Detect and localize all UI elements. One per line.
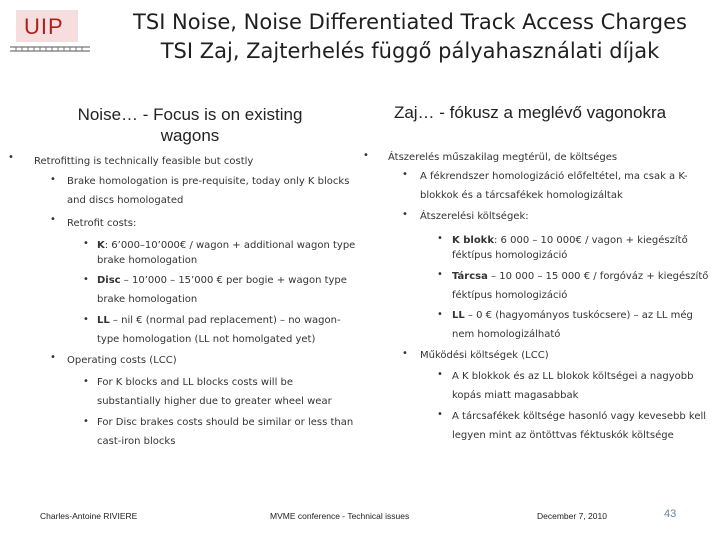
ll-label: LL xyxy=(452,310,465,321)
tarcsa-text: – 10 000 – 15 000 € / forgóváz + kiegészítő xyxy=(487,271,709,282)
right-ll-cost xyxy=(452,306,693,344)
k-label: K blokk xyxy=(452,235,494,246)
right-op-tarcsa xyxy=(452,407,706,445)
text-line: brake homologation xyxy=(97,255,198,266)
footer-author: Charles-Antoine RIVIERE xyxy=(40,511,138,521)
bullet-icon: • xyxy=(83,238,89,249)
bullet-icon: • xyxy=(437,309,443,320)
right-atszereles: Átszerelés műszakilag megtérül, de költséges xyxy=(388,152,618,163)
bullet-icon: • xyxy=(83,314,89,325)
text-line: For Disc brakes costs should be similar or less than xyxy=(97,417,354,428)
bullet-icon: • xyxy=(363,150,369,161)
text-line: nem homologizálható xyxy=(452,329,561,340)
bullet-icon: • xyxy=(402,169,408,180)
left-retrofitting: Retrofitting is technically feasible but costly xyxy=(34,156,254,167)
bullet-icon: • xyxy=(50,352,56,363)
uip-logo xyxy=(10,8,90,56)
left-k-cost xyxy=(97,238,355,268)
tarcsa-label: Tárcsa xyxy=(452,271,488,282)
title-line-hungarian: TSI Zaj, Zajterhelés függő pályahasználati díjak xyxy=(160,39,660,63)
text-line: and discs homologated xyxy=(67,195,184,206)
right-column-heading: Zaj… - fókusz a meglévő vagonokra xyxy=(393,103,667,122)
text-line: A fékrendszer homologizáció előfeltétel, ma csak a K- xyxy=(420,171,688,182)
bullet-icon: • xyxy=(437,369,443,380)
disc-text: – 10’000 – 15’000 € per bogie + wagon type xyxy=(120,275,347,286)
left-op-disc xyxy=(97,413,353,451)
right-mukodesi: Működési költségek (LCC) xyxy=(420,350,549,361)
text-line: For K blocks and LL blocks costs will be xyxy=(97,377,294,388)
k-text: : 6 000 – 10 000€ / vagon + kiegészítő xyxy=(494,235,688,246)
text-line: kopás miatt magasabbak xyxy=(452,390,579,401)
text-line: A K blokkok és az LL blokok költségei a nagyobb xyxy=(452,371,694,382)
right-fekrendszer xyxy=(420,167,687,205)
left-column-heading xyxy=(40,104,340,146)
bullet-icon: • xyxy=(437,269,443,280)
text-line: féktípus homologizáció xyxy=(452,250,568,261)
bullet-icon: • xyxy=(50,174,56,185)
ll-text: – 0 € (hagyományos tuskócsere) – az LL még xyxy=(464,310,693,321)
text-line: brake homologation xyxy=(97,294,198,305)
left-heading-line-1: Noise… - Focus is on existing xyxy=(77,105,303,124)
slide-title xyxy=(110,8,710,66)
ll-text: – nil € (normal pad replacement) – no wagon- xyxy=(109,315,341,326)
text-line: féktípus homologizáció xyxy=(452,290,568,301)
left-disc-cost xyxy=(97,271,347,309)
text-line: type homologation (LL not homolgated yet) xyxy=(97,334,316,345)
k-text: : 6’000–10’000€ / wagon + additional wagon type xyxy=(104,240,356,251)
bullet-icon: • xyxy=(50,214,56,225)
left-ll-cost xyxy=(97,311,341,349)
page-number: 43 xyxy=(664,508,677,520)
bullet-icon: • xyxy=(83,274,89,285)
right-op-k-ll xyxy=(452,367,693,405)
text-line: blokkok és a tárcsafékek homologizáltak xyxy=(420,190,623,201)
text-line: Brake homologation is pre-requisite, today only K blocks xyxy=(67,176,350,187)
bullet-icon: • xyxy=(437,233,443,244)
right-tarcsa-cost xyxy=(452,267,708,305)
logo-text: UIP xyxy=(24,14,64,39)
text-line: substantially higher due to greater wheel wear xyxy=(97,396,332,407)
text-line: cast-iron blocks xyxy=(97,436,176,447)
bullet-icon: • xyxy=(83,376,89,387)
text-line: A tárcsafékek költsége hasonló vagy kevesebb kell xyxy=(452,411,707,422)
title-line-english: TSI Noise, Noise Differentiated Track Access Charges xyxy=(133,10,687,34)
bullet-icon: • xyxy=(437,409,443,420)
left-heading-line-2: wagons xyxy=(160,126,220,145)
left-brake-homologation xyxy=(67,172,349,210)
right-k-cost xyxy=(452,233,688,263)
right-atszerelesi: Átszerelési költségek: xyxy=(420,211,529,222)
text-line: legyen mint az öntöttvas féktuskók költsége xyxy=(452,430,674,441)
ll-label: LL xyxy=(97,315,110,326)
bullet-icon: • xyxy=(402,348,408,359)
bullet-icon: • xyxy=(402,209,408,220)
rail-track-icon xyxy=(10,46,90,52)
left-operating-costs: Operating costs (LCC) xyxy=(67,355,177,366)
footer-date: December 7, 2010 xyxy=(537,511,607,521)
k-label: K xyxy=(97,240,105,251)
left-retrofit-costs: Retrofit costs: xyxy=(67,218,137,229)
footer-event: MVME conference - Technical issues xyxy=(270,511,410,521)
bullet-icon: • xyxy=(8,152,14,163)
left-op-k-ll xyxy=(97,373,332,411)
disc-label: Disc xyxy=(97,275,121,286)
bullet-icon: • xyxy=(83,416,89,427)
